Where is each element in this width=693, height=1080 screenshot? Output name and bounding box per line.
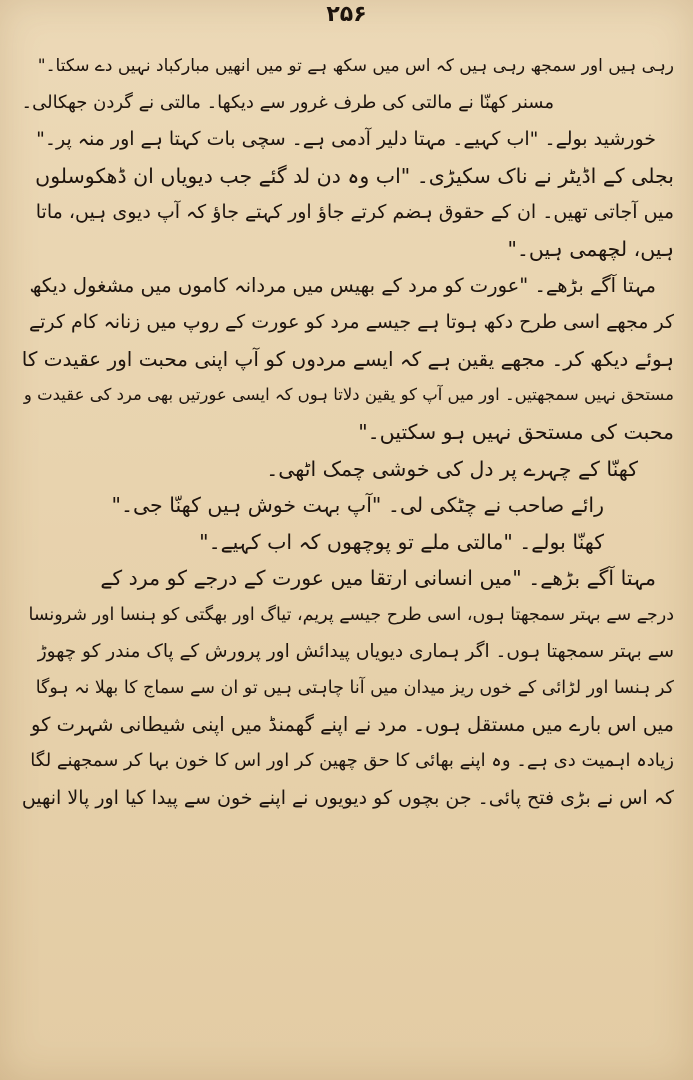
text-line-11: محبت کی مستحق نہیں ہو سکتیں۔" — [358, 419, 674, 444]
text-line-12: کھنّا کے چہرے پر دل کی خوشی چمک اٹھی۔ — [266, 456, 638, 481]
text-line-3: خورشید بولے۔ "اب کہیے۔ مہتا دلیر آدمی ہے۔ سچی بات کہتا ہے اور منہ پر۔" — [36, 128, 656, 151]
body-text — [22, 48, 674, 816]
text-line-7: مہتا آگے بڑھے۔ "عورت کو مرد کے بھیس میں مردانہ کاموں میں مشغول دیکھ — [29, 273, 656, 297]
text-line-9: ہوئے دیکھ کر۔ مجھے یقین ہے کہ ایسے مردوں کو آپ اپنی محبت اور عقیدت کا — [22, 346, 674, 371]
text-line-4: بجلی کے اڈیٹر نے ناک سکیڑی۔ "اب وہ دن لد گئے جب دیویاں ان ڈھکوسلوں — [35, 163, 674, 188]
text-line-19: میں اس بارے میں مستقل ہوں۔ مرد نے اپنے گھمنڈ میں اپنی شیطانی شہرت کو — [31, 712, 674, 736]
text-line-10: مستحق نہیں سمجھتیں۔ اور میں آپ کو یقین دلاتا ہوں کہ ایسی عورتیں بھی مرد کی عقیدت و — [23, 385, 674, 405]
text-line-14: کھنّا بولے۔ "مالتی ملے تو پوچھوں کہ اب کہیے۔" — [199, 529, 604, 554]
text-line-18: کر ہنسا اور لڑائی کے خوں ریز میدان میں آنا چاہتی ہیں تو ان سے سماج کا بھلا نہ ہوگا — [35, 678, 674, 699]
text-line-16: درجے سے بہتر سمجھتا ہوں، اسی طرح جیسے پریم، تیاگ اور بھگتی کو ہنسا اور شرونسا — [28, 604, 674, 625]
text-line-1: رہی ہیں اور سمجھ رہی ہیں کہ اس میں سکھ ہے تو میں انھیں مبارکباد نہیں دے سکتا۔" — [37, 56, 674, 76]
text-line-17: سے بہتر سمجھتا ہوں۔ اگر ہماری دیویاں پیدائش اور پرورش کے پاک مندر کو چھوڑ — [37, 640, 674, 662]
page-number: ۲۵۶ — [326, 2, 367, 27]
text-line-2: مسنر کھنّا نے مالتی کی طرف غرور سے دیکھا۔ مالتی نے گردن جھکالی۔ — [22, 91, 554, 113]
text-line-21: کہ اس نے بڑی فتح پائی۔ جن بچوں کو دیویوں نے اپنے خون سے پیدا کیا اور پالا انھیں — [22, 786, 674, 809]
text-line-15: مہتا آگے بڑھے۔ "میں انسانی ارتقا میں عورت کے درجے کو مرد کے — [100, 566, 656, 591]
text-line-6: ہیں، لچھمی ہیں۔" — [507, 236, 674, 261]
text-line-5: میں آجاتی تھیں۔ ان کے حقوق ہضم کرتے جاؤ اور کہتے جاؤ کہ آپ دیوی ہیں، ماتا — [35, 201, 674, 224]
text-line-13: رائے صاحب نے چٹکی لی۔ "آپ بہت خوش ہیں کھنّا جی۔" — [111, 493, 604, 518]
text-line-8: کر مجھے اسی طرح دکھ ہوتا ہے جیسے مرد کو عورت کے روپ میں زنانہ کام کرتے — [29, 311, 674, 334]
text-line-20: زیادہ اہمیت دی ہے۔ وہ اپنے بھائی کا حق چھین کر اور اس کا خون بہا کر سمجھنے لگا — [30, 750, 674, 772]
